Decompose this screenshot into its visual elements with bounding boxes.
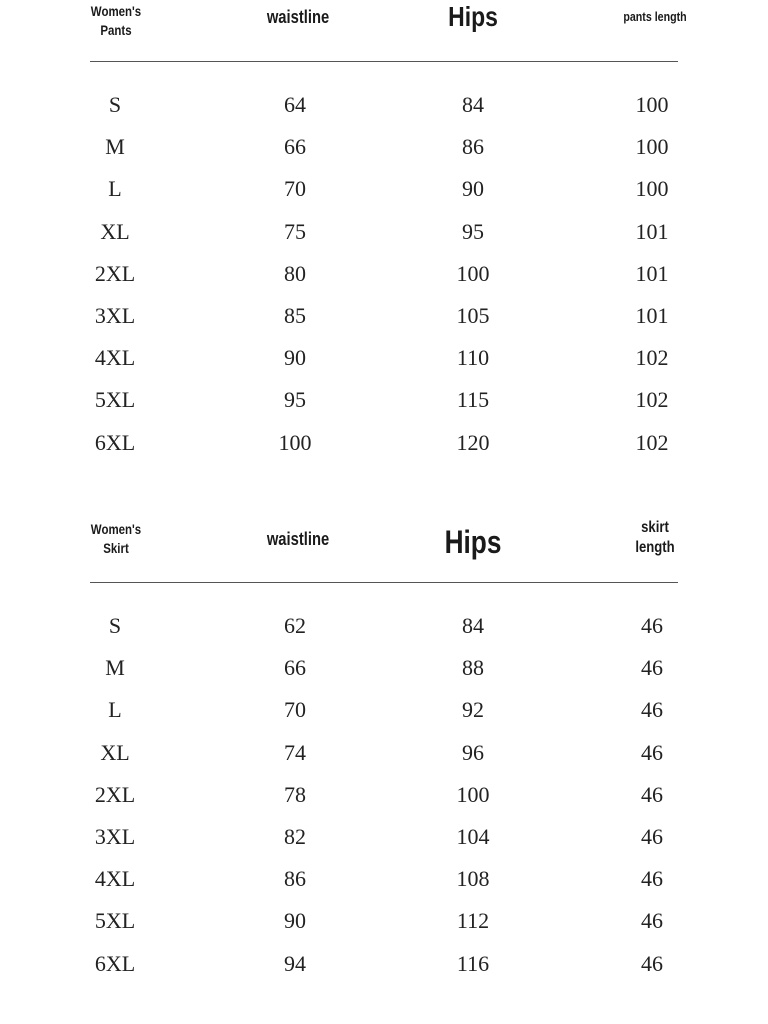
- size-cell: M: [105, 134, 125, 160]
- size-cell: 4XL: [94, 345, 136, 371]
- table-row: [0, 901, 768, 943]
- size-cell: 3XL: [94, 823, 136, 849]
- pants-waistline-header: waistline: [266, 7, 330, 27]
- size-cell: 6XL: [94, 429, 136, 455]
- skirt-length-header: skirt length: [635, 519, 675, 556]
- skirt-size-header: Women's Skirt: [90, 521, 142, 556]
- length-cell: 46: [641, 866, 663, 892]
- hips-cell: 100: [456, 260, 490, 286]
- table-row: [0, 254, 768, 296]
- length-cell: 100: [635, 176, 669, 202]
- hips-cell: 92: [462, 697, 484, 723]
- length-cell: 46: [641, 908, 663, 934]
- table-row: [0, 338, 768, 380]
- size-cell: XL: [100, 739, 130, 765]
- hips-cell: 120: [456, 429, 490, 455]
- hips-cell: 96: [462, 739, 484, 765]
- length-cell: 101: [635, 260, 669, 286]
- length-cell: 46: [641, 950, 663, 976]
- hips-cell: 86: [462, 134, 484, 160]
- skirt-waistline-header: waistline: [266, 529, 330, 549]
- size-cell: 6XL: [94, 950, 136, 976]
- hips-cell: 90: [462, 176, 484, 202]
- table-row: [0, 775, 768, 817]
- hips-cell: 108: [456, 866, 490, 892]
- table-row: [0, 690, 768, 732]
- length-cell: 100: [635, 92, 669, 117]
- skirt-rows: [0, 606, 768, 986]
- table-row: [0, 380, 768, 422]
- size-cell: XL: [100, 218, 130, 244]
- waistline-cell: 66: [284, 134, 306, 160]
- length-cell: 102: [635, 387, 669, 413]
- hips-cell: 110: [456, 345, 490, 371]
- table-row: [0, 859, 768, 901]
- hips-cell: 105: [456, 302, 490, 328]
- size-cell: S: [108, 613, 122, 638]
- size-cell: 2XL: [94, 781, 136, 807]
- size-cell: 2XL: [94, 260, 136, 286]
- table-row: [0, 127, 768, 169]
- waistline-cell: 75: [284, 218, 306, 244]
- length-cell: 102: [635, 429, 669, 455]
- length-cell: 46: [641, 613, 663, 638]
- waistline-cell: 70: [284, 697, 306, 723]
- hips-cell: 112: [456, 908, 490, 934]
- waistline-cell: 80: [284, 260, 306, 286]
- table-row: [0, 85, 768, 127]
- size-cell: M: [105, 655, 125, 681]
- size-cell: 3XL: [94, 302, 136, 328]
- table-row: [0, 817, 768, 859]
- length-cell: 102: [635, 345, 669, 371]
- table-row: [0, 423, 768, 465]
- pants-hips-header: Hips: [448, 1, 498, 32]
- waistline-cell: 82: [284, 823, 306, 849]
- table-row: [0, 296, 768, 338]
- waistline-cell: 66: [284, 655, 306, 681]
- waistline-cell: 85: [284, 302, 306, 328]
- table-row: [0, 944, 768, 986]
- size-cell: 5XL: [94, 908, 136, 934]
- size-cell: S: [108, 92, 122, 117]
- waistline-cell: 64: [284, 92, 306, 117]
- waistline-cell: 95: [284, 387, 306, 413]
- waistline-cell: 90: [284, 908, 306, 934]
- length-cell: 46: [641, 781, 663, 807]
- hips-cell: 88: [462, 655, 484, 681]
- table-row: [0, 606, 768, 648]
- length-cell: 101: [635, 302, 669, 328]
- waistline-cell: 78: [284, 781, 306, 807]
- waistline-cell: 62: [284, 613, 306, 638]
- waistline-cell: 94: [284, 950, 306, 976]
- table-row: [0, 169, 768, 211]
- pants-size-header: Women's Pants: [90, 3, 142, 38]
- hips-cell: 95: [462, 218, 484, 244]
- hips-cell: 116: [456, 950, 490, 976]
- size-cell: 4XL: [94, 866, 136, 892]
- pants-rows: [0, 85, 768, 465]
- length-cell: 46: [641, 697, 663, 723]
- pants-header-divider: [90, 61, 678, 62]
- hips-cell: 100: [456, 781, 490, 807]
- waistline-cell: 90: [284, 345, 306, 371]
- skirt-header-divider: [90, 582, 678, 583]
- size-cell: L: [108, 697, 122, 723]
- size-cell: 5XL: [94, 387, 136, 413]
- length-cell: 46: [641, 823, 663, 849]
- hips-cell: 115: [456, 387, 490, 413]
- length-cell: 101: [635, 218, 669, 244]
- waistline-cell: 70: [284, 176, 306, 202]
- table-row: [0, 733, 768, 775]
- waistline-cell: 74: [284, 739, 306, 765]
- length-cell: 46: [641, 655, 663, 681]
- pants-length-header: pants length: [623, 9, 687, 24]
- table-row: [0, 648, 768, 690]
- hips-cell: 84: [462, 613, 484, 638]
- size-cell: L: [108, 176, 122, 202]
- table-row: [0, 212, 768, 254]
- length-cell: 100: [635, 134, 669, 160]
- waistline-cell: 100: [278, 429, 312, 455]
- hips-cell: 104: [456, 823, 490, 849]
- skirt-hips-header: Hips: [444, 524, 502, 560]
- length-cell: 46: [641, 739, 663, 765]
- waistline-cell: 86: [284, 866, 306, 892]
- hips-cell: 84: [462, 92, 484, 117]
